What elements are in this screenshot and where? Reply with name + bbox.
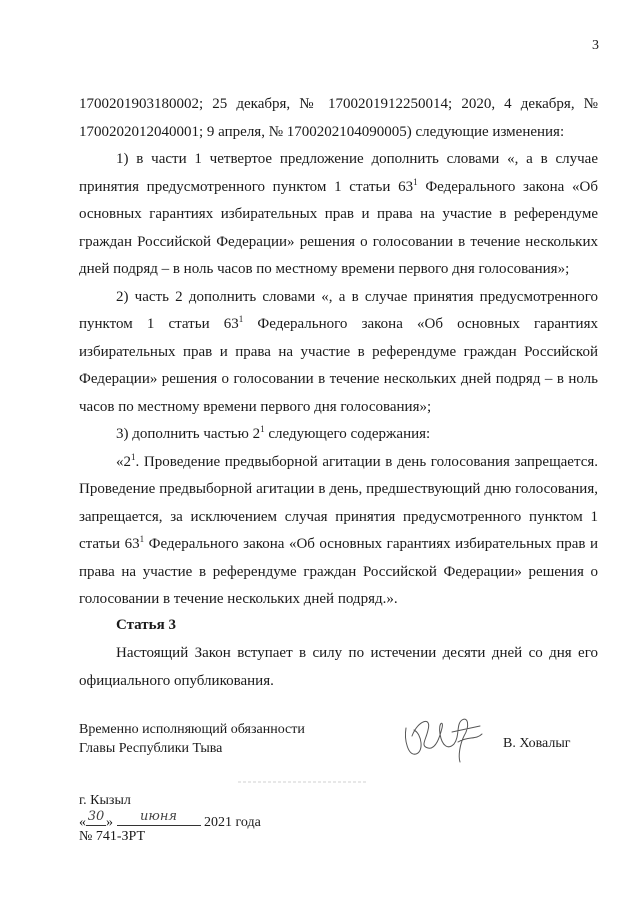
superscript: 1 [131,451,136,462]
handwritten-signature [398,706,488,766]
superscript: 1 [260,424,265,434]
date-month-blank [117,811,201,826]
signatory-name: В. Ховалыг [503,736,571,751]
faint-stamp-line [238,780,368,784]
page-number: 3 [592,38,599,53]
date-month: июня [140,809,177,824]
body-paragraph [79,449,598,614]
article-heading: Статья 3 [116,617,176,633]
paragraph-text: Федерального закона «Об основных гарантиях избирательных прав и права на участие в референдуме граждан Российской Федерации» решения о голосовании в течение нескольких дней подряд – в ноль часов по местному времени первого дня голосования»; [79,316,598,415]
date-close-quote: » [106,815,113,830]
superscript: 1 [238,314,244,324]
paragraph-text: Федерального закона «Об основных гарантиях избирательных прав и права на участие в референдуме граждан Российской Федерации» решения о голосовании в течение нескольких дней подряд.». [79,536,599,607]
law-number: № 741-ЗРТ [79,829,146,844]
paragraph-text: Федерального закона «Об основных гарантиях избирательных прав и права на участие в референдуме граждан Российской Федерации» решения о голосовании в течение нескольких дней подряд – в ноль часов по местному времени первого дня голосования»; [79,178,599,277]
body-paragraph [79,146,598,284]
date-day-blank [86,811,106,826]
body-paragraph [79,91,598,146]
date-day: 30 [87,809,105,824]
paragraph-text: . Проведение предвыборной агитации в день голосования запрещается. Проведение предвыборной агитации в день, предшествующий дню голосования, запрещается, за исключением случая принятия предусмотренного пунктом 1 статьи 63 [79,453,598,552]
paragraph-text: 3) дополнить частью 2 [116,426,261,442]
paragraph-text: 1700201903180002; 25 декабря, № 1700201912250014; 2020, 4 декабря, № 1700202012040001; 9 апреля, № 1700202104090005) следующие изменения: [79,96,598,140]
signatory-title-line-2: Главы Республики Тыва [79,741,223,756]
paragraph-text: «2 [116,453,131,470]
signatory-title-line-1: Временно исполняющий обязанности [79,722,305,737]
superscript: 1 [413,176,418,187]
article-text: Настоящий Закон вступает в силу по истечении десяти дней со дня его официального опубликования. [79,645,598,689]
body-paragraph [79,284,598,422]
date-open-quote: « [79,815,86,830]
signing-date [79,811,261,831]
paragraph-text: следующего содержания: [264,426,431,442]
date-year: 2021 года [204,815,261,830]
signatory-title [79,720,305,758]
law-amendments-body [79,91,598,614]
place-of-signing: г. Кызыл [79,793,131,808]
paragraph-text: 2) часть 2 дополнить словами «, а в случае принятия предусмотренного пунктом 1 статьи 63 [79,288,598,332]
paragraph-text: 1) в части 1 четвертое предложение дополнить словами «, а в случае принятия предусмотренного пунктом 1 статьи 63 [79,151,598,195]
body-paragraph [79,421,598,449]
superscript: 1 [139,534,145,544]
